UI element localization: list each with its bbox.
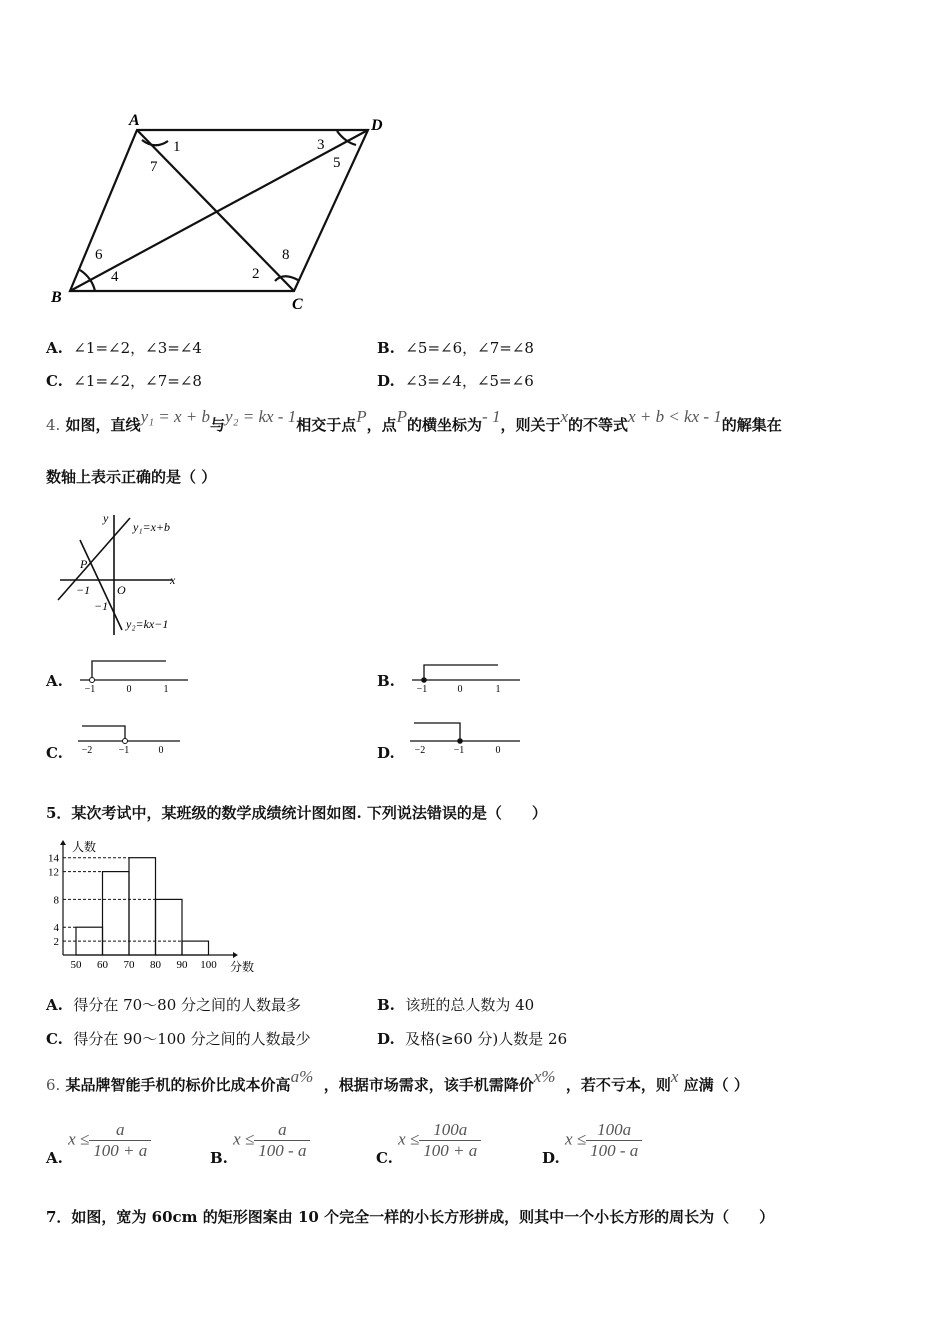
tick: −1 [416,684,428,695]
q5-option-c: C. 得分在 90～100 分之间的人数最少 [46,1030,311,1048]
tick: 0 [457,684,463,695]
angle-5: 5 [333,155,341,171]
q3-option-d: D. ∠3=∠4，∠5=∠6 [377,372,534,390]
tick: 0 [158,745,164,756]
label-C: C [292,296,303,313]
label-D: D [371,117,383,134]
angle-6: 6 [95,247,103,263]
bar [129,858,156,955]
axis-x-label: x [170,573,176,587]
line1-label: y₁=x+b [133,520,171,534]
tick: −1 [84,684,96,695]
x-tick-label: 90 [176,959,188,971]
q3-option-b: B. ∠5=∠6，∠7=∠8 [377,339,534,357]
q5-stem: 5．某次考试中，某班级的数学成绩统计图如图. 下列说法错误的是（ ） [46,804,547,822]
q5-option-b: B. 该班的总人数为 40 [377,996,535,1014]
angle-7: 7 [150,159,158,175]
tick: −1 [453,745,465,756]
x-tick-label: 70 [123,959,135,971]
tick: 1 [163,684,169,695]
bar [103,872,130,955]
y-tick-label: 2 [53,936,59,949]
q5-option-a: A. 得分在 70～80 分之间的人数最多 [46,996,302,1014]
angle-3: 3 [317,137,325,153]
axis-y-label: y [103,511,109,525]
q6-option-c: C. x ≤ $\frac{100a}{100 + a}$ [376,1120,481,1161]
y-tick-label: 12 [48,866,59,879]
tick: −2 [81,745,93,756]
q6-stem: 6. 某品牌智能手机的标价比成本价高a% ，根据市场需求，该手机需降价x% ，若不亏本，则x 应满（ ） [46,1067,749,1094]
q6-option-d: D. x ≤ $\frac{100a}{100 - a}$ [542,1120,642,1161]
x-tick-label: 80 [150,959,161,971]
tick: 0 [126,684,132,695]
y-tick-label: 8 [53,894,59,907]
angle-8: 8 [282,247,290,263]
x-axis-arrow [233,952,238,958]
q6-option-b: B. x ≤ $\frac{a}{100 - a}$ [210,1120,310,1161]
q7-stem: 7．如图，宽为 60cm 的矩形图案由 10 个完全一样的小长方形拼成，则其中一个小长方形的周长为（ ） [46,1208,775,1226]
x-axis-label: 分数 [230,960,255,974]
tick: −1 [118,745,130,756]
q4-option-a-label: A. [46,672,63,690]
y-minus1-label: −1 [94,599,109,613]
q4-option-c-label: C. [46,744,63,762]
q5-option-d: D. 及格(≥60 分)人数是 26 [377,1030,568,1048]
x-minus1-label: −1 [76,583,91,597]
x-tick-label: 60 [97,959,108,971]
angle-4: 4 [111,269,119,285]
q3-option-c: C. ∠1=∠2，∠7=∠8 [46,372,202,390]
y-axis-arrow [60,840,66,845]
line2-label: y₂=kx−1 [126,617,169,631]
origin-label: O [117,583,126,597]
bar [182,941,209,955]
q6-option-a: A. x ≤ $\frac{a}{100 + a}$ [46,1120,151,1161]
q4-stem: 4. 如图，直线y₁ = x + b与y₂ = kx - 1相交于点P，点P的横坐标为- 1，则关于x的不等式x + b < kx - 1的解集在 [46,407,782,434]
tick: 0 [495,745,501,756]
y-tick-label: 14 [48,852,59,865]
q3-option-a: A. ∠1=∠2，∠3=∠4 [46,339,202,357]
y-tick-label: 4 [53,922,59,935]
x-tick-label: 100 [200,959,217,971]
y-axis-label: 人数 [72,840,97,854]
q4-option-d-label: D. [377,744,395,762]
tick: 1 [495,684,501,695]
bar [156,899,183,955]
angle-2: 2 [252,266,260,282]
label-A: A [129,112,140,129]
angle-1: 1 [173,139,181,155]
q4-stem-line2: 数轴上表示正确的是（ ） [46,468,217,486]
label-B: B [51,289,62,306]
tick: −2 [414,745,426,756]
x-tick-label: 50 [70,959,82,971]
q4-option-b-label: B. [377,672,395,690]
point-p-label: P [80,557,88,571]
